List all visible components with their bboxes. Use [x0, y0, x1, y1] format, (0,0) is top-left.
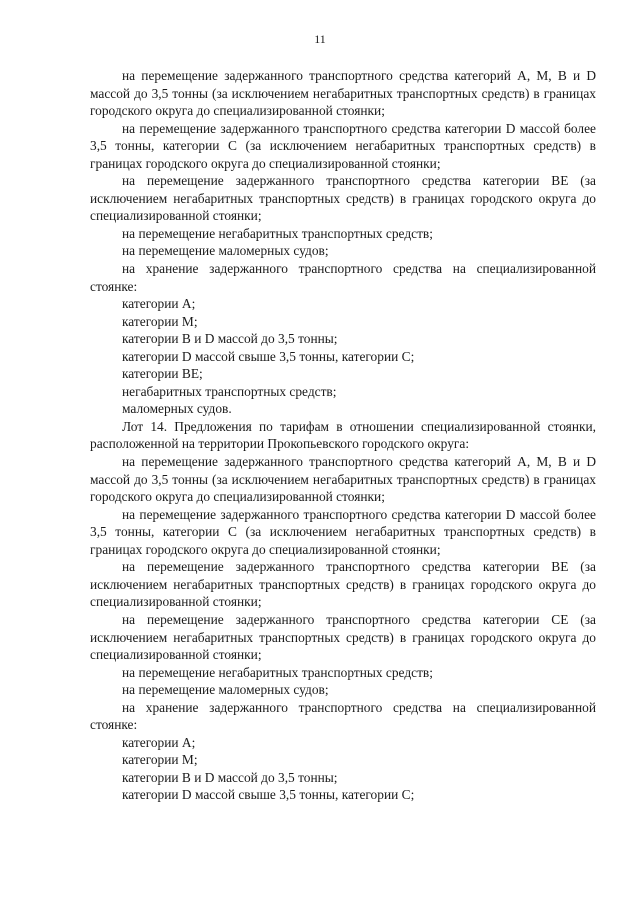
paragraph: на перемещение негабаритных транспортных средств;: [122, 225, 433, 241]
list-item: категории M;: [122, 752, 198, 768]
list-item: негабаритных транспортных средств;: [122, 383, 337, 399]
paragraph: на перемещение негабаритных транспортных средств;: [122, 664, 433, 680]
list-item: категории А;: [122, 734, 196, 750]
paragraph: на перемещение задержанного транспортного средства категории ВЕ (за исключением негабаритных транспортных средств) в границах городского округа до специализированной стоянки;: [90, 559, 596, 610]
body-text: [90, 67, 596, 804]
list-item: категории В и D массой до 3,5 тонны;: [122, 769, 338, 785]
list-item: категории D массой свыше 3,5 тонны, категории С;: [122, 348, 415, 364]
paragraph: на перемещение маломерных судов;: [122, 243, 329, 259]
paragraph: на хранение задержанного транспортного средства на специализированной стоянке:: [90, 261, 596, 294]
paragraph: на перемещение задержанного транспортного средства категории ВЕ (за исключением негабаритных транспортных средств) в границах городского округа до специализированной стоянки;: [90, 173, 596, 224]
lot-heading: Лот 14. Предложения по тарифам в отношении специализированной стоянки, расположенной на территории Прокопьевского городского округа:: [90, 418, 596, 452]
list-item: категории В и D массой до 3,5 тонны;: [122, 331, 338, 347]
list-item: категории D массой свыше 3,5 тонны, категории С;: [122, 787, 415, 803]
paragraph: на перемещение задержанного транспортного средства категорий А, M, В и D массой до 3,5 тонны (за исключением негабаритных транспортных средств) в границах городского округа до специализированной стоянки;: [90, 68, 596, 119]
list-item: категории M;: [122, 313, 198, 329]
list-item: маломерных судов.: [122, 401, 232, 417]
list-item: категории А;: [122, 296, 196, 312]
paragraph: на перемещение задержанного транспортного средства категории D массой более 3,5 тонны, категории С (за исключением негабаритных транспортных средств) в границах городского округа до специализированной стоянки;: [90, 120, 596, 171]
paragraph: на перемещение задержанного транспортного средства категорий А, M, В и D массой до 3,5 тонны (за исключением негабаритных транспортных средств) в границах городского округа до специализированной стоянки;: [90, 454, 596, 505]
list-item: категории ВЕ;: [122, 366, 203, 382]
paragraph: на перемещение задержанного транспортного средства категории D массой более 3,5 тонны, категории С (за исключением негабаритных транспортных средств) в границах городского округа до специализированной стоянки;: [90, 506, 596, 557]
page-number: 11: [314, 32, 326, 46]
paragraph: на перемещение маломерных судов;: [122, 682, 329, 698]
paragraph: на перемещение задержанного транспортного средства категории СЕ (за исключением негабаритных транспортных средств) в границах городского округа до специализированной стоянки;: [90, 611, 596, 663]
paragraph: на хранение задержанного транспортного средства на специализированной стоянке:: [90, 699, 596, 733]
